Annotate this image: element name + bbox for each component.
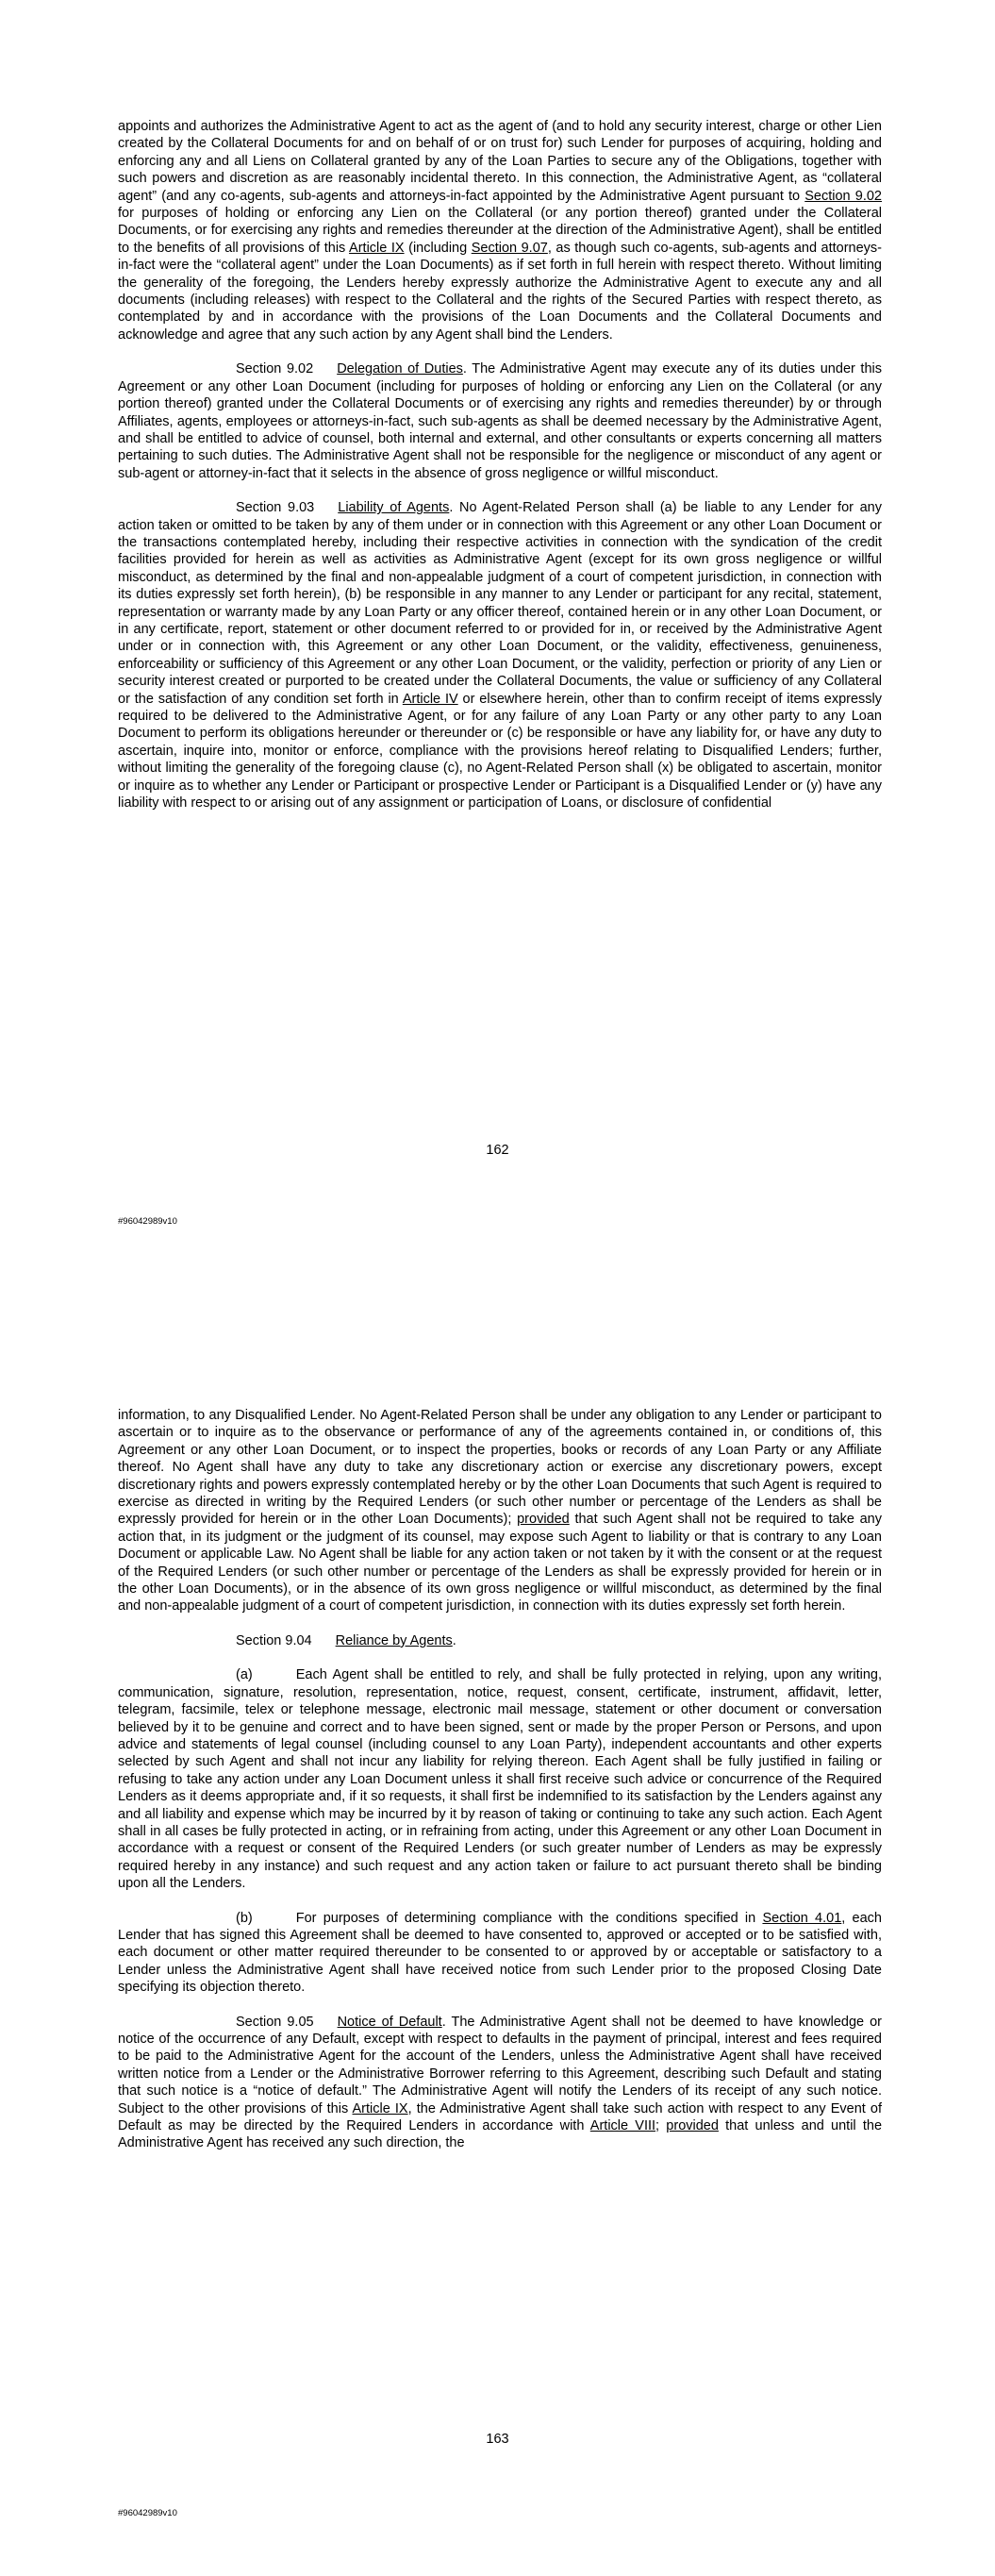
section-number: Section 9.04: [236, 1632, 312, 1648]
page-number: 163: [486, 2432, 509, 2447]
page-163: [0, 1288, 995, 2576]
section-number: Section 9.03: [236, 500, 315, 516]
clause-a: (a) Each Agent shall be entitled to rely, and shall be fully protected in relying, upon any writing, communication, signature, resolution, representation, notice, request, consent, certificate, instrument, affidavit, letter, telegram, facsimile, telex or telephone message, electronic mail message, statement or other document or conversation believed by it to be genuine and correct and to have been signed, sent or made by the proper Person or Persons, and upon advice and statements of legal counsel (including counsel to any Loan Party), independent accountants and other experts selected by such Agent and shall not incur any liability for relying thereon. Each Agent shall be fully justified in failing or refusing to take any action under any Loan Document unless it shall first receive such advice or concurrence of the Required Lenders as it deems appropriate and, if it so requests, it shall first be indemnified to its satisfaction by the Lenders against any and all liability and expense which may be incurred by it by reason of taking or continuing to take any such action. Each Agent shall in all cases be fully protected in acting, or in refraining from acting, under this Agreement or any other Loan Document in accordance with a request or consent of the Required Lenders (or such greater number of Lenders as may be expressly required hereby in any instance) and such request and any action taken or failure to act pursuant thereto shall be binding upon all the Lenders.: [118, 1667, 882, 1892]
article-reference: Article IX: [352, 2100, 408, 2116]
paragraph-continued: appoints and authorizes the Administrative Agent to act as the agent of (and to hold any security interest, charge or other Lien created by the Collateral Documents for and on behalf of or on trust for) such Lender for purposes of acquiring, holding and enforcing any and all Liens on Collateral granted by any of the Loan Parties to secure any of the Obligations, together with such powers and discretion as are reasonably incidental thereto. In this connection, the Administrative Agent, as “collateral agent” (and any co-agents, sub-agents and attorneys-in-fact appointed by the Administrative Agent pursuant to Section 9.02 for purposes of holding or enforcing any Lien on the Collateral (or any portion thereof) granted under the Collateral Documents, or for exercising any rights and remedies thereunder at the direction of the Administrative Agent), shall be entitled to the benefits of all provisions of this Article IX (including Section 9.07, as though such co-agents, sub-agents and attorneys-in-fact were the “collateral agent” under the Loan Documents) as if set forth in full herein with respect thereto. Without limiting the generality of the foregoing, the Lenders hereby expressly authorize the Administrative Agent to execute any and all documents (including releases) with respect to the Collateral and the rights of the Secured Parties with respect thereto, as contemplated by and in accordance with the provisions of the Loan Documents and the Collateral Documents and acknowledge and agree that any such action by any Agent shall bind the Lenders.: [118, 119, 883, 343]
document-id: #96042989v10: [118, 2508, 177, 2518]
section-9-04-heading: Section 9.04 Reliance by Agents.: [236, 1632, 456, 1648]
section-number: Section 9.05: [236, 2014, 314, 2030]
defined-term: provided: [517, 1512, 570, 1528]
article-reference: Article VIII: [589, 2118, 656, 2134]
document-id: #96042989v10: [118, 1216, 177, 1227]
page-body: [118, 118, 882, 828]
section-9-03: Section 9.03 Liability of Agents. No Agent-Related Person shall (a) be liable to any Lender for any action taken or omitted to be taken by any of them under or in connection with this Agreement or any other Loan Document or the transactions contemplated hereby, including their respective activities in connection with the syndication of the credit facilities provided for herein as well as activities as Administrative Agent (except for its own gross negligence or willful misconduct, as determined by the final and non-appealable judgment of a court of competent jurisdiction, in connection with its duties expressly set forth herein), (b) be responsible in any manner to any Lender or participant for any recital, statement, representation or warranty made by any Loan Party or any officer thereof, contained herein or in any other Loan Document, or in any certificate, report, statement or other document referred to or provided for in, or received by the Administrative Agent under or in connection with, this Agreement or any other Loan Document, or the validity, effectiveness, genuineness, enforceability or sufficiency of this Agreement or any other Loan Document, or the validity, perfection or priority of any Lien or security interest created or purported to be created under the Collateral Documents, the value or sufficiency of any Collateral or the satisfaction of any condition set forth in Article IV or elsewhere herein, other than to confirm receipt of items expressly required to be delivered to the Administrative Agent, or for any failure of any Loan Party or any other party to any Loan Document to perform its obligations hereunder or thereunder or (c) be responsible or have any liability for, or have any duty to ascertain, inquire into, monitor or enforce, compliance with the provisions hereof relating to Disqualified Lenders; further, without limiting the generality of the foregoing clause (c), no Agent-Related Person shall (x) be obligated to ascertain, monitor or inquire as to whether any Lender or Participant or prospective Lender or Participant is a Disqualified Lender or (y) have any liability with respect to or arising out of any assignment or participation of Loans, or disclosure of confidential: [118, 500, 882, 811]
section-9-02: Section 9.02 Delegation of Duties. The Administrative Agent may execute any of its duties under this Agreement or any other Loan Document (including for purposes of holding or enforcing any Lien on the Collateral (or any portion thereof) granted under the Collateral Documents or of exercising any rights and remedies thereunder) by or through Affiliates, agents, employees or attorneys-in-fact, such sub-agents as shall be deemed necessary by the Administrative Agent, and shall be entitled to advice of counsel, both internal and external, and other consultants or experts concerning all matters pertaining to such duties. The Administrative Agent shall not be responsible for the negligence or misconduct of any agent or sub-agent or attorney-in-fact that it selects in the absence of gross negligence or willful misconduct.: [118, 361, 882, 481]
clause-label: (a): [236, 1667, 253, 1683]
section-reference: Section 9.07: [471, 240, 548, 256]
section-title: Notice of Default: [337, 2014, 442, 2030]
clause-label: (b): [236, 1910, 253, 1926]
section-reference: Section 4.01: [762, 1910, 842, 1926]
article-reference: Article IV: [402, 691, 458, 707]
section-title: Liability of Agents: [338, 500, 450, 516]
section-reference: Section 9.02: [804, 188, 882, 204]
section-title: Delegation of Duties: [337, 361, 463, 377]
section-9-05: Section 9.05 Notice of Default. The Administrative Agent shall not be deemed to have knowledge or notice of the occurrence of any Default, except with respect to defaults in the payment of principal, interest and fees required to be paid to the Administrative Agent for the account of the Lenders, unless the Administrative Agent shall have received written notice from a Lender or the Administrative Borrower referring to this Agreement, describing such Default and stating that such notice is a “notice of default.” The Administrative Agent will notify the Lenders of its receipt of any such notice. Subject to the other provisions of this Article IX, the Administrative Agent shall take such action with respect to any Event of Default as may be directed by the Required Lenders in accordance with Article VIII; provided that unless and until the Administrative Agent has received any such direction, the: [118, 2014, 883, 2151]
article-reference: Article IX: [349, 240, 405, 256]
defined-term: provided: [666, 2118, 719, 2134]
page-number: 162: [486, 1143, 509, 1158]
paragraph-continued: information, to any Disqualified Lender. No Agent-Related Person shall be under any obligation to any Lender or participant to ascertain or to inquire as to the observance or performance of any of the agreements contained in, or conditions of, this Agreement or any other Loan Document, or to inspect the properties, books or records of any Loan Party or any Affiliate thereof. No Agent shall have any duty to take any discretionary action or exercise any discretionary powers, except discretionary rights and powers expressly contemplated hereby or by the other Loan Documents that such Agent is required to exercise as directed in writing by the Required Lenders (or such other number or percentage of the Lenders as shall be expressly provided for herein or in the other Loan Documents); provided that such Agent shall not be required to take any action that, in its judgment or the judgment of its counsel, may expose such Agent to liability or that is contrary to any Loan Document or applicable Law. No Agent shall be liable for any action taken or not taken by it with the consent or at the request of the Required Lenders (or such other number or percentage of the Lenders as shall be expressly provided for herein or in the other Loan Documents), or in the absence of its own gross negligence or willful misconduct, as determined by the final and non-appealable judgment of a court of competent jurisdiction, in connection with its duties expressly set forth herein.: [118, 1408, 882, 1614]
section-number: Section 9.02: [236, 361, 314, 377]
clause-b: (b) For purposes of determining compliance with the conditions specified in Section 4.01, each Lender that has signed this Agreement shall be deemed to have consented to, approved or accepted or to be satisfied with, each document or other matter required thereunder to be consented to or approved by or acceptable or satisfactory to a Lender unless the Administrative Agent shall have received notice from such Lender prior to the proposed Closing Date specifying its objection thereto.: [118, 1910, 882, 1996]
section-title: Reliance by Agents: [335, 1632, 453, 1648]
page-body: [118, 1407, 882, 2169]
